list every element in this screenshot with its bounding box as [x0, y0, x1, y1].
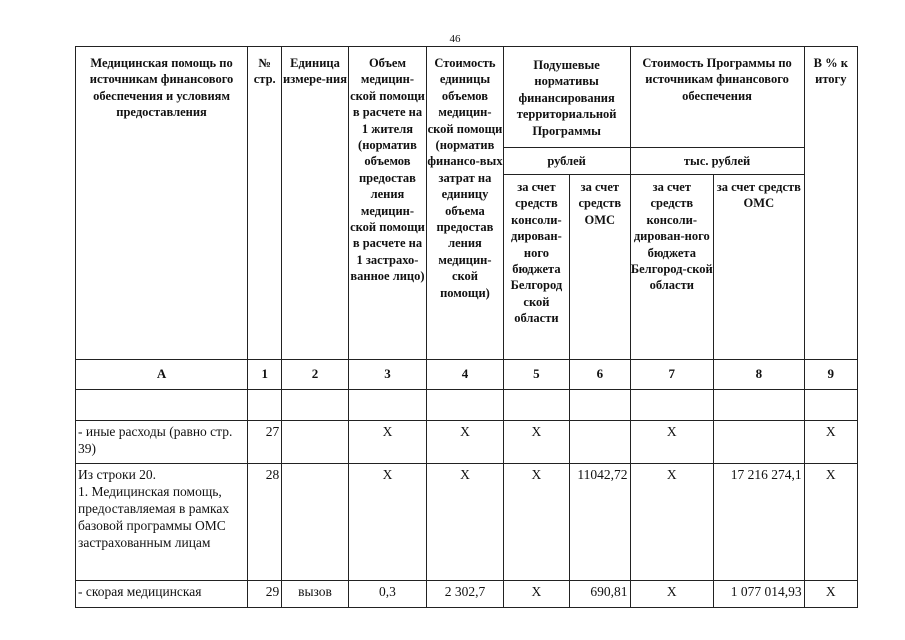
header-col-3: Объем медицин-ской помощи в расчете на 1 жителя (норматив объемов предостав ления медицин-ской помощи в расчете на 1 застрахо-ванное лицо)	[348, 47, 427, 360]
row-per-capita-budget: Х	[503, 581, 569, 608]
row-number: 27	[248, 421, 282, 464]
index-cell: 5	[503, 360, 569, 390]
index-row	[76, 360, 858, 390]
row-per-capita-budget: Х	[503, 421, 569, 464]
header-col-9: В % к итогу	[804, 47, 857, 360]
index-cell: 1	[248, 360, 282, 390]
row-cost-oms: 17 216 274,1	[714, 464, 805, 581]
row-percent: Х	[804, 581, 857, 608]
row-unit-cost: 2 302,7	[427, 581, 503, 608]
row-per-capita-oms: 690,81	[570, 581, 630, 608]
row-label: - скорая медицинская	[76, 581, 248, 608]
row-unit	[282, 421, 348, 464]
index-cell: 2	[282, 360, 348, 390]
row-percent: Х	[804, 421, 857, 464]
header-unit-thousand-rubles: тыс. рублей	[630, 148, 804, 175]
header-col-7: за счет средств консоли-дирован-ного бюджета Белгород-ской области	[630, 175, 714, 360]
header-col-1: № стр.	[248, 47, 282, 360]
row-volume: Х	[348, 464, 427, 581]
row-unit-cost: Х	[427, 421, 503, 464]
header-group-per-capita: Подушевые нормативы финансирования территориальной Программы	[503, 47, 630, 148]
index-cell: 6	[570, 360, 630, 390]
header-col-6: за счет средств ОМС	[570, 175, 630, 360]
row-per-capita-oms	[570, 421, 630, 464]
row-unit	[282, 464, 348, 581]
header-col-8: за счет средств ОМС	[714, 175, 805, 360]
table-row	[76, 421, 858, 464]
blank-row	[76, 390, 858, 421]
row-per-capita-oms: 11042,72	[570, 464, 630, 581]
header-col-a: Медицинская помощь по источникам финансового обеспечения и условиям предоставления	[76, 47, 248, 360]
row-number: 29	[248, 581, 282, 608]
row-cost-budget: Х	[630, 464, 714, 581]
program-cost-table	[75, 46, 858, 608]
row-cost-oms: 1 077 014,93	[714, 581, 805, 608]
index-cell: 4	[427, 360, 503, 390]
row-cost-oms	[714, 421, 805, 464]
header-unit-rubles: рублей	[503, 148, 630, 175]
row-label: Из строки 20. 1. Медицинская помощь, предоставляемая в рамках базовой программы ОМС застрахованным лицам	[76, 464, 248, 581]
page-number: 46	[449, 33, 461, 45]
row-number: 28	[248, 464, 282, 581]
index-cell: 9	[804, 360, 857, 390]
index-cell: А	[76, 360, 248, 390]
index-cell: 7	[630, 360, 714, 390]
header-row-1	[76, 47, 858, 148]
row-unit-cost: Х	[427, 464, 503, 581]
header-col-2: Единица измере-ния	[282, 47, 348, 360]
header-col-5: за счет средств консоли-дирован-ного бюджета Белгород ской области	[503, 175, 569, 360]
row-volume: Х	[348, 421, 427, 464]
header-col-4: Стоимость единицы объемов медицин-ской помощи (норматив финансо-вых затрат на единицу объема предостав ления медицин-ской помощи)	[427, 47, 503, 360]
index-cell: 8	[714, 360, 805, 390]
header-group-program-cost: Стоимость Программы по источникам финансового обеспечения	[630, 47, 804, 148]
table-row	[76, 581, 858, 608]
row-cost-budget: Х	[630, 421, 714, 464]
table-row	[76, 464, 858, 581]
index-cell: 3	[348, 360, 427, 390]
row-label: - иные расходы (равно стр. 39)	[76, 421, 248, 464]
row-cost-budget: Х	[630, 581, 714, 608]
row-unit: вызов	[282, 581, 348, 608]
row-percent: Х	[804, 464, 857, 581]
row-per-capita-budget: Х	[503, 464, 569, 581]
row-volume: 0,3	[348, 581, 427, 608]
